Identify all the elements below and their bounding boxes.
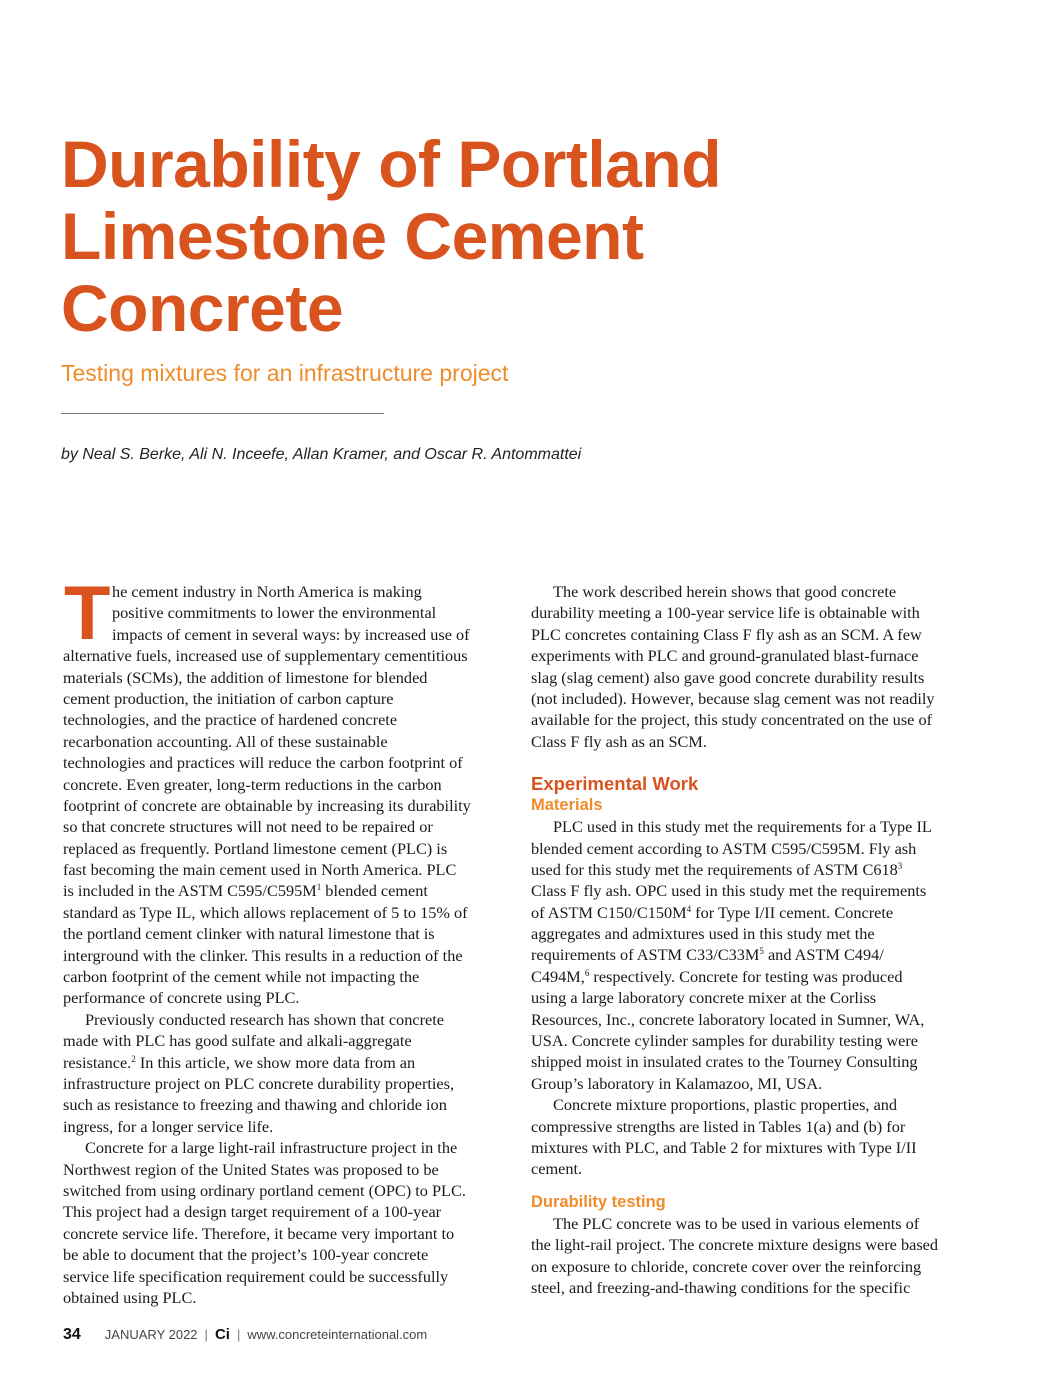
text-line: concrete. Even greater, long-term reductions in the carbon: [63, 774, 442, 794]
text-line: [63, 880, 515, 901]
reference-number: 2: [131, 1053, 136, 1064]
text-line: obtained using PLC.: [63, 1287, 197, 1307]
text-line: experiments with PLC and ground-granulated blast-furnace: [531, 646, 919, 666]
separator: |: [236, 1327, 241, 1342]
text-line: Group’s laboratory in Kalamazoo, MI, USA.: [531, 1073, 823, 1093]
spacer: [531, 1180, 983, 1192]
text-line: cement production, the initiation of carbon capture: [63, 688, 394, 708]
spacer: [531, 752, 983, 773]
text-line: Concrete mixture proportions, plastic properties, and: [553, 1095, 898, 1115]
text-line: performance of concrete using PLC.: [63, 988, 300, 1008]
text-line: impacts of cement in several ways: by increased use of: [112, 624, 470, 644]
text-line: concrete service life. Therefore, it became very important to: [63, 1223, 455, 1243]
text-line: interground with the clinker. This results in a reduction of the: [63, 945, 463, 965]
text-line: standard as Type IL, which allows replacement of 5 to 15% of: [63, 902, 468, 922]
paragraph: [63, 1137, 515, 1308]
text-line: shipped moist in insulated crates to the Tourney Consulting: [531, 1052, 918, 1072]
text-segment: is included in the ASTM C595/C595M: [63, 881, 317, 901]
text-line: he cement industry in North America is making: [112, 582, 422, 601]
article-title: [61, 128, 821, 344]
text-line: technologies and practices will reduce the carbon footprint of: [63, 753, 463, 773]
text-line: such as resistance to freezing and thawing and chloride ion: [63, 1095, 447, 1115]
drop-cap: T: [64, 571, 111, 656]
separator: |: [204, 1327, 208, 1342]
text-line: alternative fuels, increased use of supplementary cementitious: [63, 646, 468, 666]
byline: by Neal S. Berke, Ali N. Inceefe, Allan Kramer, and Oscar R. Antommattei: [61, 446, 582, 463]
text-line: blended cement according to ASTM C595/C595M. Fly ash: [531, 838, 917, 858]
section-heading: Experimental Work: [531, 773, 699, 795]
page-number: 34: [63, 1326, 81, 1343]
text-line: Class F fly ash as an SCM.: [531, 731, 707, 751]
text-line: so that concrete structures will not need to be repaired or: [63, 817, 433, 837]
text-line: fast becoming the main cement used in North America. PLC: [63, 860, 457, 880]
right-column: [531, 581, 983, 1298]
text-line: ingress, for a longer service life.: [63, 1116, 274, 1136]
paragraph: [531, 816, 983, 1094]
subsection-heading: Durability testing: [531, 1192, 666, 1211]
reference-number: 5: [759, 946, 764, 957]
text-line: slag (slag cement) also gave good concrete durability results: [531, 667, 925, 687]
text-segment: for Type I/II cement. Concrete: [691, 902, 894, 922]
title-line: Limestone Cement: [61, 199, 644, 273]
text-line: The PLC concrete was to be used in various elements of: [553, 1213, 920, 1233]
text-line: infrastructure project on PLC concrete durability properties,: [63, 1073, 455, 1093]
text-line: [531, 902, 983, 923]
paragraph: [531, 1213, 983, 1299]
paragraph: [531, 581, 983, 752]
text-line: the light-rail project. The concrete mixture designs were based: [531, 1235, 939, 1255]
ci-logo: Ci: [214, 1326, 230, 1343]
text-segment: blended cement: [321, 881, 428, 901]
reference-number: 1: [316, 882, 322, 893]
text-line: PLC used in this study met the requirements for a Type IL: [553, 817, 932, 837]
intro-paragraph: [63, 571, 515, 1009]
website-link[interactable]: www.concreteinternational.com: [247, 1327, 428, 1342]
text-line: compressive strengths are listed in Tables 1(a) and (b) for: [531, 1116, 906, 1136]
text-line: Concrete for a large light-rail infrastructure project in the: [85, 1138, 458, 1158]
text-line: Class F fly ash. OPC used in this study met the requirements: [531, 881, 927, 901]
reference-number: 6: [584, 967, 590, 978]
text-line: USA. Concrete cylinder samples for durability testing were: [531, 1031, 919, 1051]
text-line: mixtures with PLC, and Table 2 for mixtures with Type I/II: [531, 1137, 917, 1157]
text-line: steel, and freezing-and-thawing conditions for the specific: [531, 1277, 911, 1297]
text-line: made with PLC has good sulfate and alkali-aggregate: [63, 1031, 412, 1051]
paragraph: [63, 1009, 515, 1137]
text-line: [531, 944, 983, 965]
text-line: This project had a design target requirement of a 100-year: [63, 1202, 442, 1222]
text-line: durability meeting a 100-year service life is obtainable with: [531, 603, 920, 623]
page-footer: [63, 1326, 427, 1344]
text-segment: and ASTM C494/: [763, 945, 884, 965]
reference-number: 4: [686, 903, 692, 914]
text-segment: used for this study met the requirements of ASTM C618: [531, 859, 898, 879]
text-line: using a large laboratory concrete mixer at the Corliss: [531, 988, 877, 1008]
title-line: Concrete: [61, 271, 344, 345]
text-line: available for the project, this study concentrated on the use of: [531, 710, 933, 730]
text-line: [63, 1052, 515, 1073]
text-line: footprint of concrete are obtainable by increasing its durability: [63, 795, 471, 815]
text-line: (not included). However, because slag cement was not readily: [531, 688, 935, 708]
text-line: positive commitments to lower the environmental: [112, 603, 437, 623]
paragraph: [531, 1094, 983, 1180]
text-line: the portland cement clinker with natural limestone that is: [63, 924, 435, 944]
text-line: replaced as frequently. Portland limestone cement (PLC) is: [63, 838, 448, 858]
text-line: be able to document that the project’s 100-year concrete: [63, 1245, 429, 1265]
text-segment: respectively. Concrete for testing was produced: [589, 966, 903, 986]
title-line: Durability of Portland: [61, 127, 722, 201]
text-segment: In this article, we show more data from an: [135, 1052, 416, 1072]
text-segment: of ASTM C150/C150M: [531, 902, 687, 922]
text-line: materials (SCMs), the addition of limestone for blended: [63, 667, 428, 687]
text-line: The work described herein shows that good concrete: [553, 582, 897, 601]
text-line: Northwest region of the United States was proposed to be: [63, 1159, 439, 1179]
text-segment: requirements of ASTM C33/C33M: [531, 945, 760, 965]
text-line: Resources, Inc., concrete laboratory located in Sumner, WA,: [531, 1009, 925, 1029]
text-segment: C494M,: [531, 966, 585, 986]
text-line: service life specification requirement could be successfully: [63, 1266, 449, 1286]
article-subtitle: Testing mixtures for an infrastructure project: [61, 360, 509, 386]
text-line: [531, 966, 983, 987]
text-line: recarbonation accounting. All of these sustainable: [63, 731, 388, 751]
subsection-heading: Materials: [531, 796, 603, 815]
text-line: carbon footprint of the cement while not impacting the: [63, 967, 420, 987]
text-line: [531, 859, 983, 880]
text-line: technologies, and the practice of hardened concrete: [63, 710, 398, 730]
text-line: PLC concretes containing Class F fly ash as an SCM. A few: [531, 624, 922, 644]
reference-number: 3: [897, 860, 903, 871]
divider: [61, 413, 384, 414]
text-line: cement.: [531, 1159, 583, 1179]
text-line: switched from using ordinary portland cement (OPC) to PLC.: [63, 1180, 466, 1200]
text-segment: resistance.: [63, 1052, 132, 1072]
left-column: [63, 571, 515, 1308]
text-line: on exposure to chloride, concrete cover over the reinforcing: [531, 1256, 922, 1276]
text-line: Previously conducted research has shown that concrete: [85, 1009, 444, 1029]
text-line: aggregates and admixtures used in this study met the: [531, 924, 875, 944]
issue-date: JANUARY 2022: [104, 1327, 198, 1342]
